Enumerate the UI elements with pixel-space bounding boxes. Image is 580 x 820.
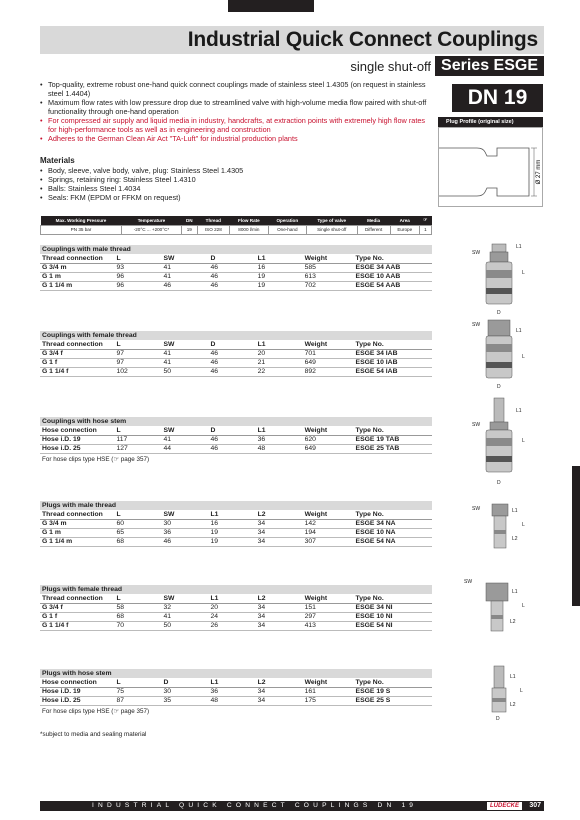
type-number-cell: ESGE 25 TAB: [354, 444, 432, 453]
table-row: [40, 444, 432, 453]
spec-header: Operation: [268, 216, 306, 225]
table-row: [40, 349, 432, 358]
table-cell: 41: [162, 358, 209, 367]
brand-logo: LÜDECKE: [487, 802, 522, 810]
page-title: Industrial Quick Connect Couplings: [187, 28, 538, 51]
table-cell: 19: [256, 281, 303, 290]
table-cell: 68: [114, 537, 161, 546]
table-cell: 34: [256, 603, 303, 612]
table-cell: 151: [303, 603, 354, 612]
type-number-cell: ESGE 54 NA: [354, 537, 432, 546]
spec-header: DN: [181, 216, 197, 225]
spec-value: 1: [419, 225, 431, 234]
table-row: [40, 272, 432, 281]
table-cell: 97: [114, 349, 161, 358]
feature-item: • Top-quality, extreme robust one-hand quick connect couplings made of stainless steel 1.4305 (on request in stainless steel 1.4404): [40, 80, 430, 98]
section-title: Couplings with female thread: [40, 331, 432, 340]
table-cell: 297: [303, 612, 354, 621]
dim-label-sw: SW: [464, 579, 473, 585]
table-cell: 32: [162, 603, 209, 612]
table-cell: 41: [162, 349, 209, 358]
type-number-cell: ESGE 54 AAB: [354, 281, 432, 290]
table-cell: 50: [162, 367, 209, 376]
table-header-row: [40, 340, 432, 349]
column-header: D: [209, 340, 256, 349]
type-number-cell: ESGE 34 NI: [354, 603, 432, 612]
column-header: D: [162, 678, 209, 687]
side-tab-marker: [572, 466, 580, 606]
column-header: SW: [162, 254, 209, 263]
plug-profile-dimension: Ø 27 mm: [536, 159, 542, 185]
column-header: D: [209, 254, 256, 263]
type-number-cell: ESGE 10 IAB: [354, 358, 432, 367]
top-tab-marker: [228, 0, 314, 12]
materials-title: Materials: [40, 156, 75, 165]
dim-label-l: L: [522, 522, 525, 528]
section-title: Plugs with female thread: [40, 585, 432, 594]
table-cell: 649: [303, 358, 354, 367]
dim-label-d: D: [497, 310, 501, 316]
table-cell: 117: [114, 435, 161, 444]
table-cell: 46: [209, 435, 256, 444]
dim-label-d: D: [496, 716, 500, 722]
dim-label-l1: L1: [510, 674, 516, 680]
product-table: [40, 510, 432, 547]
product-table: [40, 254, 432, 291]
type-number-cell: ESGE 54 IAB: [354, 367, 432, 376]
spec-value: Europe: [390, 225, 419, 234]
spec-value: One-hand: [268, 225, 306, 234]
column-header: SW: [162, 510, 209, 519]
column-header: SW: [162, 340, 209, 349]
table-cell: 46: [209, 444, 256, 453]
footnote: *subject to media and sealing material: [40, 731, 147, 738]
table-row: [40, 358, 432, 367]
table-header-row: [40, 678, 432, 687]
title-band: [40, 26, 544, 54]
table-cell: 93: [114, 263, 161, 272]
table-cell: 613: [303, 272, 354, 281]
plug-profile-label: Plug Profile (original size): [438, 117, 543, 127]
product-table: [40, 426, 432, 454]
table-cell: 60: [114, 519, 161, 528]
table-cell: 34: [256, 528, 303, 537]
table-cell: 41: [162, 263, 209, 272]
dim-label-l2: L2: [510, 702, 516, 708]
type-number-cell: ESGE 10 AAB: [354, 272, 432, 281]
table-row: [40, 519, 432, 528]
table-row: [40, 528, 432, 537]
table-cell: 87: [114, 696, 161, 705]
table-row: [40, 435, 432, 444]
type-number-cell: ESGE 25 S: [354, 696, 432, 705]
table-cell: 34: [256, 537, 303, 546]
dim-label-d: D: [497, 480, 501, 486]
product-table: [40, 340, 432, 377]
feature-item: • Maximum flow rates with low pressure drop due to streamlined valve with high-volume media flow paired with shut-off functionality through one-hand operation: [40, 98, 430, 116]
table-cell: 21: [256, 358, 303, 367]
table-row: [40, 687, 432, 696]
column-header: SW: [162, 426, 209, 435]
table-cell: 46: [209, 272, 256, 281]
table-cell: 48: [256, 444, 303, 453]
material-item: • Balls: Stainless Steel 1.4034: [40, 184, 430, 193]
column-header: Weight: [303, 426, 354, 435]
table-cell: 46: [209, 358, 256, 367]
spec-header-row: [41, 216, 432, 225]
subtitle-row: [350, 56, 544, 76]
spec-header: Temperature: [122, 216, 182, 225]
section-plugs-male-thread: [40, 501, 432, 547]
page-ref-icon: ☞: [419, 216, 431, 225]
section-plugs-hose-stem: [40, 669, 432, 715]
table-cell: 75: [114, 687, 161, 696]
table-cell: 58: [114, 603, 161, 612]
column-header: Type No.: [354, 594, 432, 603]
product-table: [40, 594, 432, 631]
table-cell: 620: [303, 435, 354, 444]
table-cell: 649: [303, 444, 354, 453]
column-header: L: [114, 340, 161, 349]
type-number-cell: ESGE 19 TAB: [354, 435, 432, 444]
column-header: Weight: [303, 678, 354, 687]
table-cell: 46: [209, 263, 256, 272]
table-cell: 30: [162, 687, 209, 696]
drawing-plug-female: [462, 575, 530, 635]
table-cell: G 1 1/4 f: [40, 367, 114, 376]
dim-label-l1: L1: [512, 589, 518, 595]
drawing-coupling-female: [470, 318, 530, 392]
material-item: • Springs, retaining ring: Stainless Steel 1.4310: [40, 175, 430, 184]
table-header-row: [40, 594, 432, 603]
table-cell: G 3/4 m: [40, 263, 114, 272]
type-number-cell: ESGE 10 NI: [354, 612, 432, 621]
dim-label-l1: L1: [516, 408, 522, 414]
table-cell: 26: [209, 621, 256, 630]
table-row: [40, 696, 432, 705]
spec-header: Type of valve: [306, 216, 357, 225]
table-row: [40, 603, 432, 612]
table-cell: 46: [162, 281, 209, 290]
table-cell: 24: [209, 612, 256, 621]
dim-label-l1: L1: [516, 244, 522, 250]
type-number-cell: ESGE 34 NA: [354, 519, 432, 528]
page-number: 307: [529, 802, 541, 809]
table-cell: 413: [303, 621, 354, 630]
feature-item: • For compressed air supply and liquid media in industry, handcrafts, at extraction points with extremely high flow rates for high-performance tools as well as in engineering and construction: [40, 116, 430, 134]
table-cell: 34: [256, 696, 303, 705]
table-cell: 102: [114, 367, 161, 376]
dim-label-l1: L1: [516, 328, 522, 334]
spec-header: Area: [390, 216, 419, 225]
table-cell: 702: [303, 281, 354, 290]
dim-label-l2: L2: [512, 536, 518, 542]
column-header: Thread connection: [40, 254, 114, 263]
dim-label-sw: SW: [472, 322, 481, 328]
table-row: [40, 263, 432, 272]
table-cell: 34: [256, 612, 303, 621]
table-cell: 48: [209, 696, 256, 705]
column-header: L1: [256, 254, 303, 263]
column-header: L1: [256, 426, 303, 435]
table-cell: 701: [303, 349, 354, 358]
dim-label-l1: L1: [512, 508, 518, 514]
table-cell: 46: [209, 281, 256, 290]
table-cell: Hose i.D. 25: [40, 444, 114, 453]
table-cell: 16: [256, 263, 303, 272]
material-item: • Body, sleeve, valve body, valve, plug: Stainless Steel 1.4305: [40, 166, 430, 175]
table-cell: G 1 m: [40, 272, 114, 281]
feature-item: • Adheres to the German Clean Air Act "TA-Luft" for industrial production plants: [40, 134, 430, 143]
spec-value: ISO 228: [197, 225, 229, 234]
table-cell: G 3/4 f: [40, 603, 114, 612]
feature-list: [40, 80, 430, 143]
column-header: SW: [162, 594, 209, 603]
spec-header: Flow Rate: [230, 216, 269, 225]
table-cell: G 1 1/4 m: [40, 281, 114, 290]
column-header: D: [209, 426, 256, 435]
column-header: Thread connection: [40, 340, 114, 349]
type-number-cell: ESGE 19 S: [354, 687, 432, 696]
column-header: L: [114, 678, 161, 687]
table-row: [40, 612, 432, 621]
table-cell: 30: [162, 519, 209, 528]
column-header: Weight: [303, 594, 354, 603]
drawing-plug-hose: [470, 664, 530, 722]
table-cell: Hose i.D. 25: [40, 696, 114, 705]
table-cell: 34: [256, 621, 303, 630]
column-header: Thread connection: [40, 510, 114, 519]
table-cell: 65: [114, 528, 161, 537]
subtitle: single shut-off: [350, 58, 432, 74]
column-header: Weight: [303, 340, 354, 349]
column-header: L: [114, 594, 161, 603]
dim-label-sw: SW: [472, 422, 481, 428]
product-table: [40, 678, 432, 706]
table-row: [40, 621, 432, 630]
table-header-row: [40, 510, 432, 519]
table-cell: 36: [162, 528, 209, 537]
section-title: Plugs with hose stem: [40, 669, 432, 678]
series-badge: Series ESGE: [435, 56, 544, 76]
section-title: Couplings with hose stem: [40, 417, 432, 426]
dim-label-d: D: [497, 384, 501, 390]
table-cell: G 1 f: [40, 612, 114, 621]
table-cell: 41: [162, 435, 209, 444]
spec-value: 8000 l/min: [230, 225, 269, 234]
section-note: For hose clips type HSE (☞ page 357): [42, 455, 150, 463]
drawing-coupling-male: [470, 240, 530, 316]
spec-value-row: [41, 225, 432, 234]
column-header: L1: [209, 510, 256, 519]
dim-label-sw: SW: [472, 250, 481, 256]
table-cell: 20: [209, 603, 256, 612]
table-cell: 161: [303, 687, 354, 696]
dn-badge: DN 19: [452, 84, 543, 112]
section-title: Couplings with male thread: [40, 245, 432, 254]
table-cell: 70: [114, 621, 161, 630]
table-header-row: [40, 426, 432, 435]
section-couplings-hose-stem: [40, 417, 432, 463]
column-header: L: [114, 510, 161, 519]
spec-header: Max. Working Pressure: [41, 216, 122, 225]
table-cell: 68: [114, 612, 161, 621]
table-cell: G 1 1/4 m: [40, 537, 114, 546]
table-cell: 20: [256, 349, 303, 358]
type-number-cell: ESGE 54 NI: [354, 621, 432, 630]
column-header: Type No.: [354, 678, 432, 687]
section-couplings-male-thread: [40, 245, 432, 291]
table-cell: 34: [256, 519, 303, 528]
table-cell: 892: [303, 367, 354, 376]
table-cell: G 1 m: [40, 528, 114, 537]
table-cell: 127: [114, 444, 161, 453]
section-title: Plugs with male thread: [40, 501, 432, 510]
table-cell: 97: [114, 358, 161, 367]
spec-header: Media: [357, 216, 390, 225]
footer-bar: [40, 801, 544, 811]
column-header: L2: [256, 594, 303, 603]
column-header: Weight: [303, 254, 354, 263]
section-couplings-female-thread: [40, 331, 432, 377]
table-cell: 36: [256, 435, 303, 444]
column-header: L: [114, 426, 161, 435]
column-header: L: [114, 254, 161, 263]
spec-table: [40, 216, 432, 235]
column-header: L1: [209, 678, 256, 687]
column-header: L1: [209, 594, 256, 603]
spec-value: -20°C ... +200°C*: [122, 225, 182, 234]
column-header: L1: [256, 340, 303, 349]
table-cell: 96: [114, 272, 161, 281]
table-row: [40, 537, 432, 546]
table-cell: Hose i.D. 19: [40, 687, 114, 696]
table-cell: 307: [303, 537, 354, 546]
plug-profile-drawing: [438, 127, 543, 207]
table-cell: 19: [209, 528, 256, 537]
column-header: Hose connection: [40, 426, 114, 435]
type-number-cell: ESGE 34 IAB: [354, 349, 432, 358]
column-header: Type No.: [354, 426, 432, 435]
column-header: Type No.: [354, 254, 432, 263]
table-cell: G 3/4 m: [40, 519, 114, 528]
table-cell: 19: [256, 272, 303, 281]
column-header: L2: [256, 678, 303, 687]
table-cell: G 1 1/4 f: [40, 621, 114, 630]
type-number-cell: ESGE 10 NA: [354, 528, 432, 537]
spec-value: 19: [181, 225, 197, 234]
column-header: L2: [256, 510, 303, 519]
table-cell: 46: [209, 349, 256, 358]
table-cell: 46: [162, 537, 209, 546]
table-cell: 36: [209, 687, 256, 696]
table-cell: 175: [303, 696, 354, 705]
table-cell: 41: [162, 612, 209, 621]
section-plugs-female-thread: [40, 585, 432, 631]
spec-value: PN 35 bar: [41, 225, 122, 234]
table-cell: G 1 f: [40, 358, 114, 367]
table-cell: 34: [256, 687, 303, 696]
table-cell: 585: [303, 263, 354, 272]
column-header: Type No.: [354, 510, 432, 519]
dim-label-l2: L2: [510, 619, 516, 625]
column-header: Type No.: [354, 340, 432, 349]
table-cell: Hose i.D. 19: [40, 435, 114, 444]
column-header: Thread connection: [40, 594, 114, 603]
drawing-coupling-hose: [470, 396, 530, 488]
dim-label-l: L: [522, 354, 525, 360]
spec-value: Single shut-off: [306, 225, 357, 234]
table-cell: 142: [303, 519, 354, 528]
table-cell: 22: [256, 367, 303, 376]
table-row: [40, 281, 432, 290]
type-number-cell: ESGE 34 AAB: [354, 263, 432, 272]
table-cell: 19: [209, 537, 256, 546]
material-item: • Seals: FKM (EPDM or FFKM on request): [40, 193, 430, 202]
footer-text: INDUSTRIAL QUICK CONNECT COUPLINGS DN 19: [92, 802, 418, 809]
section-note: For hose clips type HSE (☞ page 357): [42, 707, 150, 715]
table-cell: G 3/4 f: [40, 349, 114, 358]
table-cell: 44: [162, 444, 209, 453]
dim-label-l: L: [522, 438, 525, 444]
column-header: Weight: [303, 510, 354, 519]
dim-label-l: L: [522, 270, 525, 276]
dim-label-l: L: [520, 688, 523, 694]
spec-header: Thread: [197, 216, 229, 225]
spec-value: Different: [357, 225, 390, 234]
dim-label-sw: SW: [472, 506, 481, 512]
table-cell: 35: [162, 696, 209, 705]
table-cell: 96: [114, 281, 161, 290]
table-cell: 16: [209, 519, 256, 528]
materials-block: [40, 156, 430, 202]
column-header: Hose connection: [40, 678, 114, 687]
table-cell: 46: [209, 367, 256, 376]
table-row: [40, 367, 432, 376]
table-header-row: [40, 254, 432, 263]
table-cell: 194: [303, 528, 354, 537]
dim-label-l: L: [522, 603, 525, 609]
table-cell: 50: [162, 621, 209, 630]
table-cell: 41: [162, 272, 209, 281]
drawing-plug-male: [470, 500, 530, 552]
